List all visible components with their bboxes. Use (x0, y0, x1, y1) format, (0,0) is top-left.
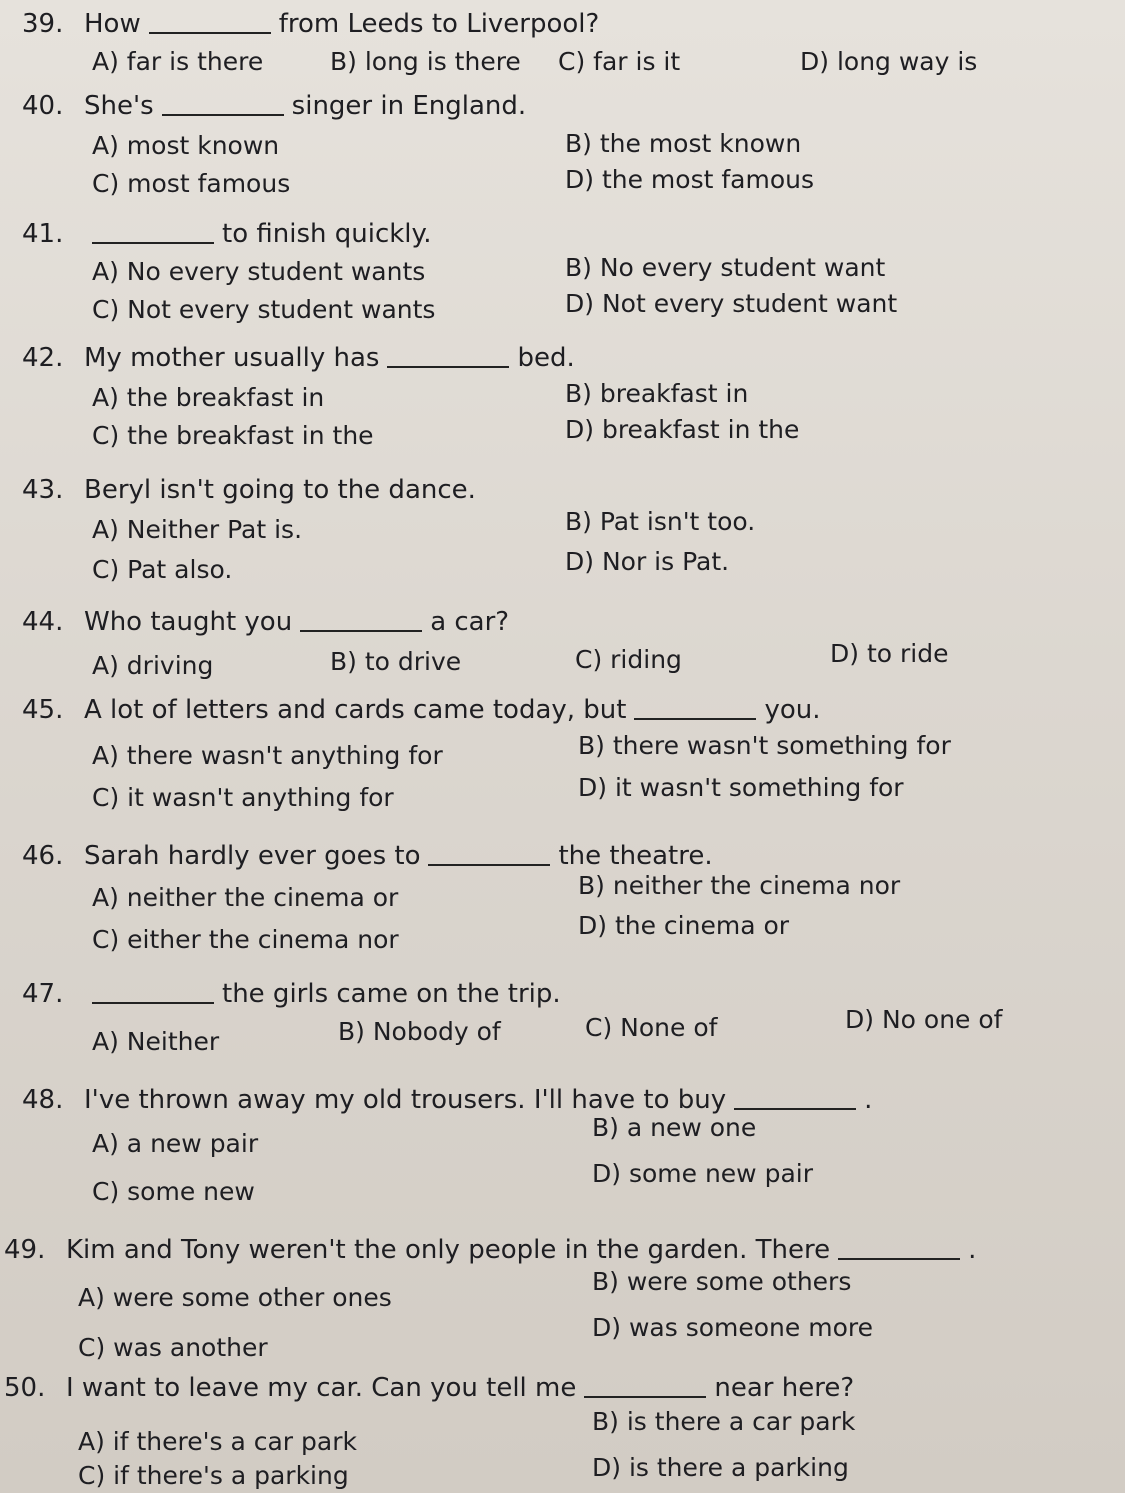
question-number: 46. (22, 841, 64, 871)
stem-after: to finish quickly. (222, 219, 432, 249)
answer-blank[interactable] (300, 630, 422, 632)
stem-after: . (968, 1235, 977, 1265)
option-b[interactable]: B) neither the cinema nor (578, 871, 901, 900)
stem-before: Beryl isn't going to the dance. (84, 475, 476, 505)
option-c[interactable]: C) riding (575, 645, 682, 674)
stem-after: . (864, 1085, 873, 1115)
stem-after: near here? (714, 1373, 855, 1403)
option-a[interactable]: A) the breakfast in (92, 383, 325, 412)
option-b[interactable]: B) is there a car park (592, 1407, 856, 1436)
option-c[interactable]: C) was another (78, 1333, 268, 1362)
option-b[interactable]: B) breakfast in (565, 379, 749, 408)
option-a[interactable]: A) if there's a car park (78, 1427, 357, 1456)
question-number: 50. (4, 1373, 46, 1403)
question-stem (22, 978, 561, 1010)
option-a[interactable]: A) driving (92, 651, 214, 680)
question-number: 43. (22, 475, 64, 505)
option-d[interactable]: D) to ride (830, 639, 949, 668)
question-stem (22, 90, 526, 122)
option-d[interactable]: D) it wasn't something for (578, 773, 904, 802)
question-stem (22, 342, 575, 374)
option-b[interactable]: B) No every student want (565, 253, 886, 282)
answer-blank[interactable] (838, 1258, 960, 1260)
stem-before: I've thrown away my old trousers. I'll have to buy (84, 1085, 727, 1115)
option-c[interactable]: C) either the cinema nor (92, 925, 399, 954)
question-number: 47. (22, 979, 64, 1009)
option-d[interactable]: D) some new pair (592, 1159, 813, 1188)
option-a[interactable]: A) neither the cinema or (92, 883, 399, 912)
option-a[interactable]: A) there wasn't anything for (92, 741, 443, 770)
option-a[interactable]: A) far is there (92, 47, 264, 76)
option-d[interactable]: D) Not every student want (565, 289, 898, 318)
option-b[interactable]: B) the most known (565, 129, 802, 158)
question-number: 39. (22, 9, 64, 39)
answer-blank[interactable] (734, 1108, 856, 1110)
option-a[interactable]: A) were some other ones (78, 1283, 392, 1312)
option-c[interactable]: C) None of (585, 1013, 718, 1042)
option-a[interactable]: A) Neither Pat is. (92, 515, 303, 544)
stem-before: Kim and Tony weren't the only people in the garden. There (66, 1235, 831, 1265)
stem-before: I want to leave my car. Can you tell me (66, 1373, 577, 1403)
option-d[interactable]: D) Nor is Pat. (565, 547, 730, 576)
option-c[interactable]: C) Not every student wants (92, 295, 436, 324)
question-number: 44. (22, 607, 64, 637)
option-c[interactable]: C) it wasn't anything for (92, 783, 394, 812)
question-stem (22, 694, 821, 726)
answer-blank[interactable] (162, 114, 284, 116)
answer-blank[interactable] (92, 1002, 214, 1004)
option-b[interactable]: B) Pat isn't too. (565, 507, 756, 536)
option-d[interactable]: D) No one of (845, 1005, 1003, 1034)
option-c[interactable]: C) Pat also. (92, 555, 233, 584)
option-b[interactable]: B) long is there (330, 47, 521, 76)
option-d[interactable]: D) the cinema or (578, 911, 790, 940)
option-d[interactable]: D) long way is (800, 47, 978, 76)
stem-before: Sarah hardly ever goes to (84, 841, 421, 871)
answer-blank[interactable] (387, 366, 509, 368)
answer-blank[interactable] (634, 718, 756, 720)
stem-after: the girls came on the trip. (222, 979, 561, 1009)
stem-after: from Leeds to Liverpool? (278, 9, 600, 39)
stem-after: a car? (430, 607, 510, 637)
answer-blank[interactable] (149, 32, 271, 34)
question-stem (4, 1234, 976, 1266)
option-a[interactable]: A) No every student wants (92, 257, 426, 286)
question-number: 42. (22, 343, 64, 373)
option-c[interactable]: C) most famous (92, 169, 291, 198)
question-stem (22, 474, 476, 506)
question-number: 49. (4, 1235, 46, 1265)
option-c[interactable]: C) the breakfast in the (92, 421, 374, 450)
question-stem (22, 840, 713, 872)
stem-before: She's (84, 91, 154, 121)
stem-after: you. (764, 695, 821, 725)
answer-blank[interactable] (428, 864, 550, 866)
option-b[interactable]: B) a new one (592, 1113, 757, 1142)
option-d[interactable]: D) was someone more (592, 1313, 873, 1342)
answer-blank[interactable] (584, 1396, 706, 1398)
option-c[interactable]: C) if there's a parking (78, 1461, 349, 1490)
stem-before: Who taught you (84, 607, 293, 637)
option-b[interactable]: B) to drive (330, 647, 462, 676)
question-number: 41. (22, 219, 64, 249)
option-c[interactable]: C) far is it (558, 47, 681, 76)
option-a[interactable]: A) a new pair (92, 1129, 259, 1158)
option-c[interactable]: C) some new (92, 1177, 255, 1206)
stem-after: singer in England. (291, 91, 527, 121)
option-b[interactable]: B) were some others (592, 1267, 852, 1296)
question-number: 48. (22, 1085, 64, 1115)
option-d[interactable]: D) breakfast in the (565, 415, 800, 444)
question-number: 45. (22, 695, 64, 725)
question-stem (22, 8, 599, 40)
stem-before: How (84, 9, 141, 39)
option-b[interactable]: B) there wasn't something for (578, 731, 951, 760)
question-number: 40. (22, 91, 64, 121)
stem-before: A lot of letters and cards came today, but (84, 695, 627, 725)
option-a[interactable]: A) most known (92, 131, 280, 160)
question-stem (4, 1372, 854, 1404)
stem-after: the theatre. (558, 841, 713, 871)
question-stem (22, 218, 431, 250)
option-d[interactable]: D) is there a parking (592, 1453, 849, 1482)
option-b[interactable]: B) Nobody of (338, 1017, 501, 1046)
option-d[interactable]: D) the most famous (565, 165, 814, 194)
question-stem (22, 606, 509, 638)
answer-blank[interactable] (92, 242, 214, 244)
stem-after: bed. (517, 343, 575, 373)
stem-before: My mother usually has (84, 343, 380, 373)
option-a[interactable]: A) Neither (92, 1027, 220, 1056)
